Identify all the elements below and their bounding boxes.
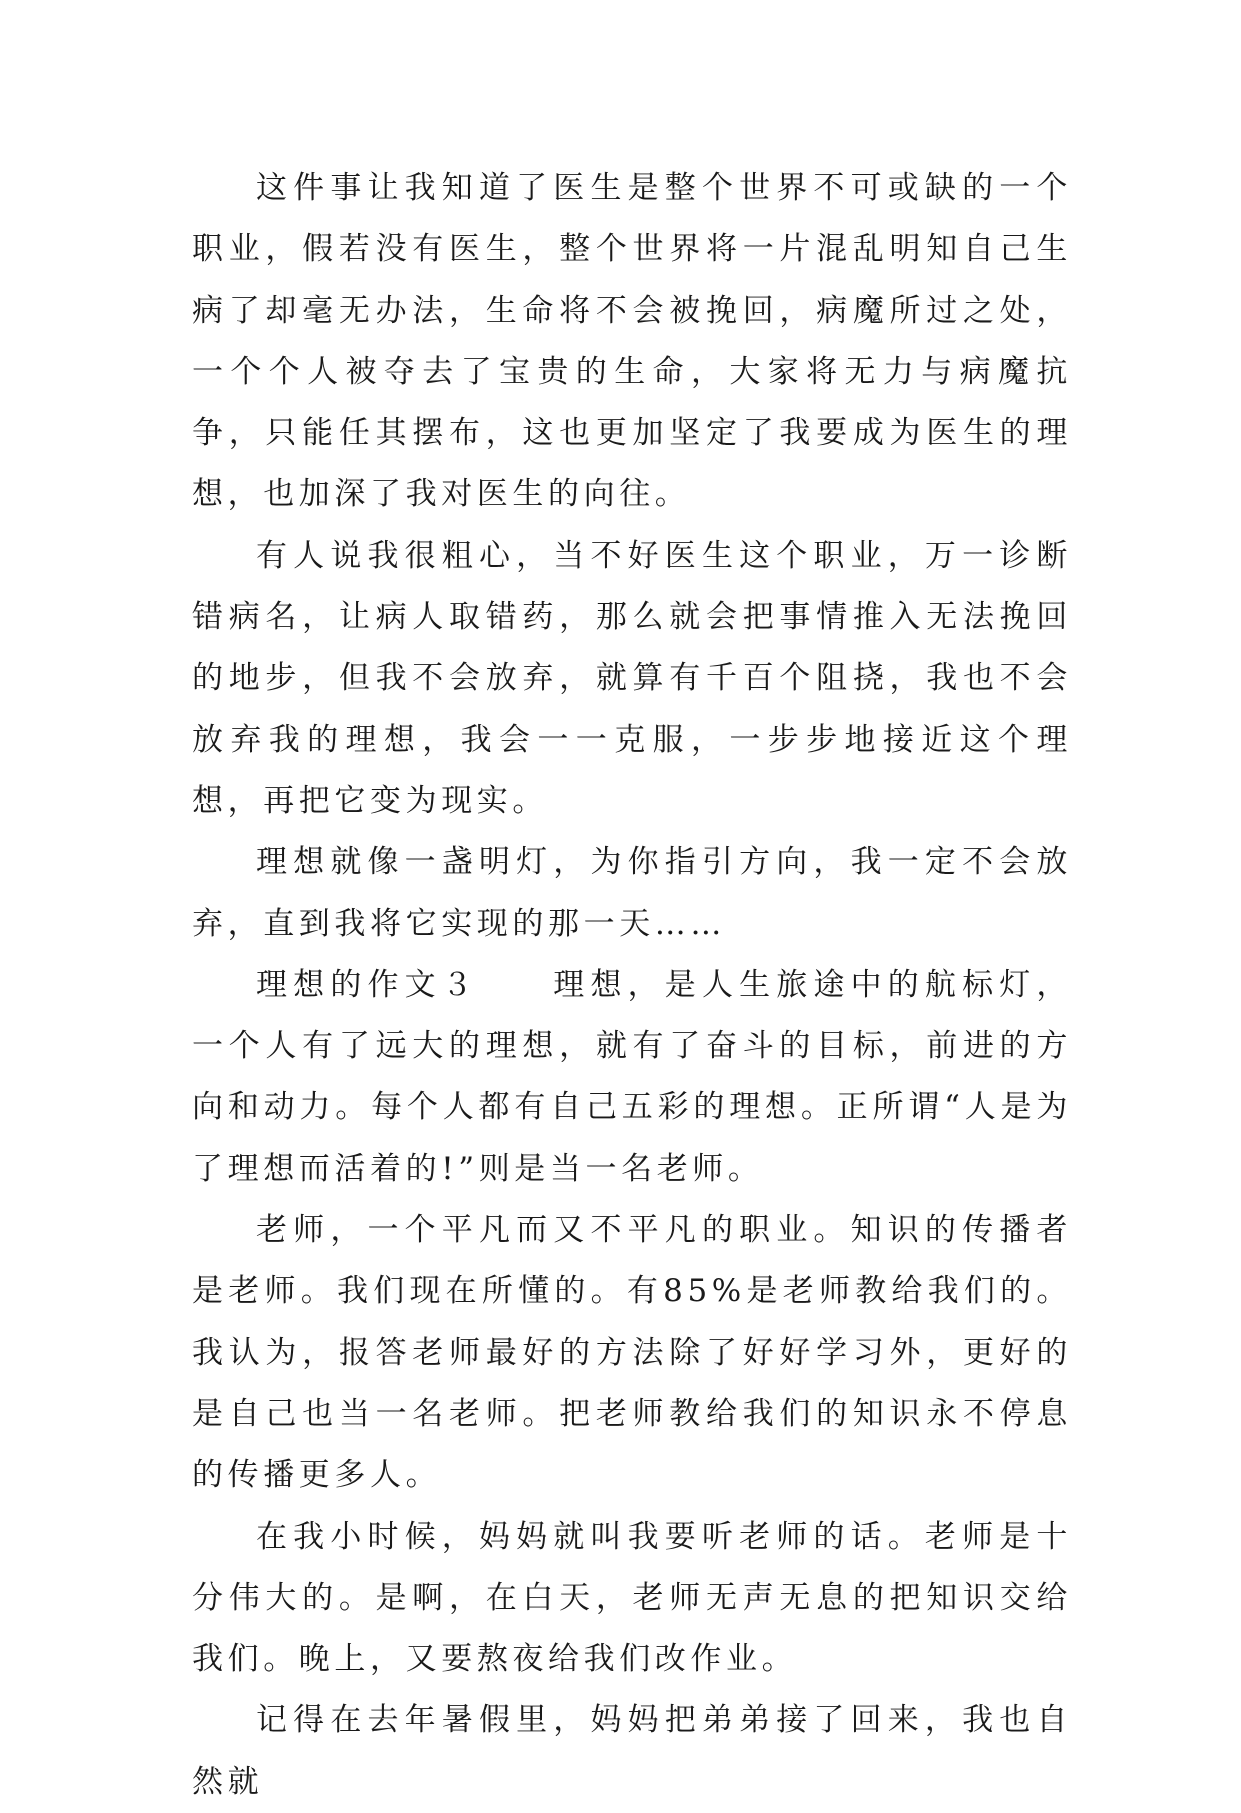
paragraph-teacher: 老师，一个平凡而又不平凡的职业。知识的传播者是老师。我们现在所懂的。有85%是老师教给我们的。我认为，报答老师最好的方法除了好好学习外，更好的是自己也当一名老师。把老师教给我们的知识永不停息的传播更多人。 (192, 1212, 1072, 1494)
essay-body (192, 158, 1072, 1813)
paragraph-doctor-importance: 这件事让我知道了医生是整个世界不可或缺的一个职业，假若没有医生，整个世界将一片混乱明知自己生病了却毫无办法，生命将不会被挽回，病魔所过之处，一个个人被夺去了宝贵的生命，大家将无力与病魔抗争，只能任其摆布，这也更加坚定了我要成为医生的理想，也加深了我对医生的向往。 (192, 170, 1072, 513)
paragraph-summer: 记得在去年暑假里，妈妈把弟弟接了回来，我也自然就 (192, 1702, 1072, 1800)
paragraph-lamp: 理想就像一盏明灯，为你指引方向，我一定不会放弃，直到我将它实现的那一天…… (192, 844, 1072, 942)
paragraph-careless: 有人说我很粗心，当不好医生这个职业，万一诊断错病名，让病人取错药，那么就会把事情推入无法挽回的地步，但我不会放弃，就算有千百个阻挠，我也不会放弃我的理想，我会一一克服，一步步地接近这个理想，再把它变为现实。 (192, 537, 1072, 819)
paragraph-essay-3-intro: 理想的作文３ 理想，是人生旅途中的航标灯，一个人有了远大的理想，就有了奋斗的目标，前进的方向和动力。每个人都有自己五彩的理想。正所谓“人是为了理想而活着的!”则是当一名老师。 (192, 966, 1072, 1187)
paragraph-childhood: 在我小时候，妈妈就叫我要听老师的话。老师是十分伟大的。是啊，在白天，老师无声无息的把知识交给我们。晚上，又要熬夜给我们改作业。 (192, 1518, 1072, 1678)
